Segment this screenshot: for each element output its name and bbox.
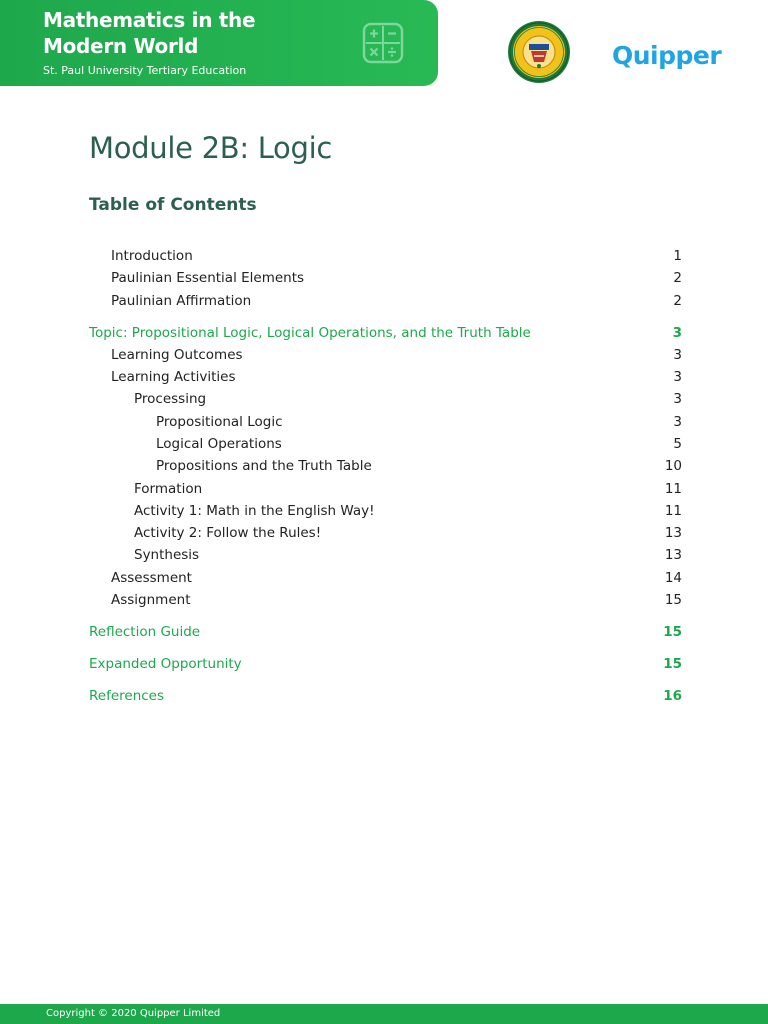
- toc-entry-label: Reflection Guide: [89, 624, 201, 640]
- toc-entry-page-number: 15: [663, 656, 682, 672]
- toc-entry-label: Synthesis: [134, 547, 200, 563]
- toc-entry-page-number: 14: [664, 570, 682, 586]
- toc-entry-page-number: 15: [663, 624, 682, 640]
- toc-entry-page-number: 3: [673, 369, 682, 385]
- toc-entry-label: Processing: [134, 391, 207, 407]
- toc-entry-label: Learning Activities: [111, 369, 236, 385]
- footer-bar: [0, 1004, 768, 1024]
- toc-entry[interactable]: [0, 590, 768, 610]
- toc-entry-label: Expanded Opportunity: [89, 656, 242, 672]
- toc-entry-label: Paulinian Essential Elements: [111, 270, 305, 286]
- toc-entry[interactable]: [0, 412, 768, 432]
- toc-entry-page-number: 16: [663, 688, 682, 704]
- quipper-logo: Quipper: [612, 41, 722, 70]
- toc-entry-label: Activity 1: Math in the English Way!: [134, 503, 375, 519]
- toc-entry-label: Paulinian Affirmation: [111, 293, 252, 309]
- toc-entry-page-number: 11: [664, 481, 682, 497]
- toc-entry[interactable]: [0, 568, 768, 588]
- toc-entry[interactable]: [0, 654, 768, 674]
- toc-entry-label: References: [89, 688, 165, 704]
- toc-entry[interactable]: [0, 545, 768, 565]
- toc-entry-page-number: 11: [664, 503, 682, 519]
- toc-entry-page-number: 3: [673, 347, 682, 363]
- toc-entry-label: Propositional Logic: [156, 414, 283, 430]
- toc-entry[interactable]: [0, 389, 768, 409]
- toc-entry-label: Assessment: [111, 570, 192, 586]
- toc-entry-page-number: 13: [664, 547, 682, 563]
- toc-entry-page-number: 3: [672, 325, 682, 341]
- toc-heading: Table of Contents: [89, 195, 257, 215]
- toc-entry-page-number: 5: [673, 436, 682, 452]
- toc-entry[interactable]: [0, 367, 768, 387]
- course-title: Mathematics in the Modern World: [43, 8, 256, 58]
- toc-entry-page-number: 2: [673, 270, 682, 286]
- toc-entry[interactable]: [0, 479, 768, 499]
- toc-entry-page-number: 2: [673, 293, 682, 309]
- toc-entry-label: Logical Operations: [156, 436, 282, 452]
- toc-entry[interactable]: [0, 686, 768, 706]
- copyright-text: Copyright © 2020 Quipper Limited: [46, 1008, 221, 1019]
- toc-entry[interactable]: [0, 456, 768, 476]
- toc-entry-page-number: 10: [664, 458, 682, 474]
- toc-entry[interactable]: [0, 622, 768, 642]
- module-title: Module 2B: Logic: [89, 131, 333, 165]
- toc-entry-label: Formation: [134, 481, 203, 497]
- toc-entry[interactable]: [0, 323, 768, 343]
- institution-name: St. Paul University Tertiary Education: [43, 64, 247, 77]
- toc-entry[interactable]: [0, 268, 768, 288]
- toc-entry-page-number: 13: [664, 525, 682, 541]
- toc-entry-label: Activity 2: Follow the Rules!: [134, 525, 322, 541]
- toc-entry-page-number: 15: [664, 592, 682, 608]
- toc-entry[interactable]: [0, 523, 768, 543]
- toc-entry[interactable]: [0, 246, 768, 266]
- toc-entry-label: Propositions and the Truth Table: [156, 458, 372, 474]
- toc-entry-page-number: 3: [673, 391, 682, 407]
- toc-entry[interactable]: [0, 434, 768, 454]
- toc-entry[interactable]: [0, 345, 768, 365]
- toc-entry-page-number: 3: [673, 414, 682, 430]
- toc-entry-label: Topic: Propositional Logic, Logical Operations, and the Truth Table: [89, 325, 531, 341]
- toc-entry[interactable]: [0, 291, 768, 311]
- toc-entry-label: Assignment: [111, 592, 191, 608]
- toc-entry-label: Learning Outcomes: [111, 347, 243, 363]
- toc-entry[interactable]: [0, 501, 768, 521]
- toc-entry-page-number: 1: [673, 248, 682, 264]
- toc-entry-label: Introduction: [111, 248, 193, 264]
